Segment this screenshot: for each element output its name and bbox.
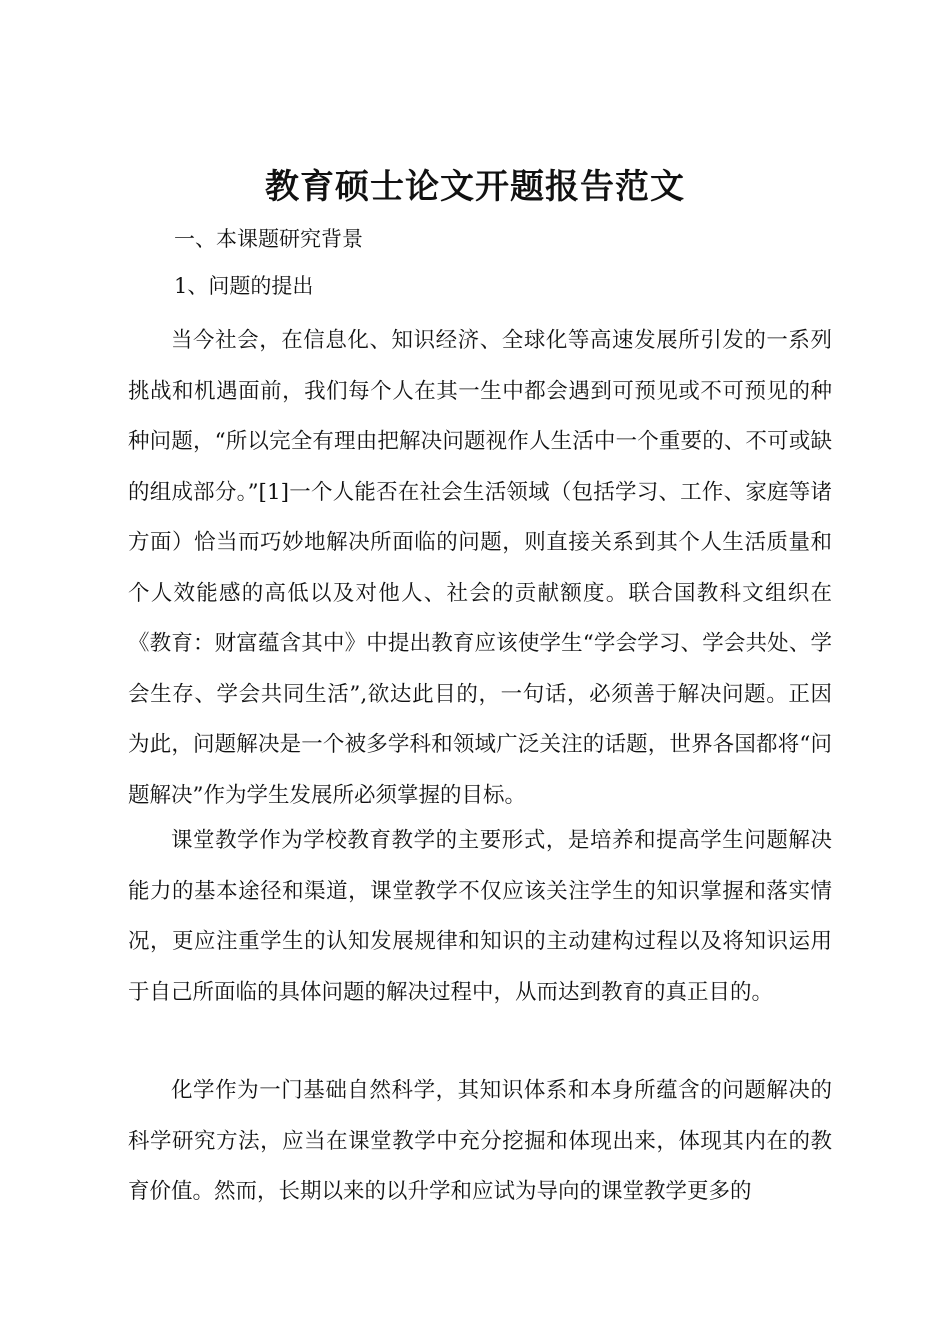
document-title: 教育硕士论文开题报告范文 (265, 167, 685, 207)
paragraph-1: 当今社会，在信息化、知识经济、全球化等高速发展所引发的一系列挑战和机遇面前，我们每个人在其一生中都会遇到可预见或不可预见的种种问题，“所以完全有理由把解决问题视作人生活中一个重要的、不可或缺的组成部分。”[1]一个人能否在社会生活领域（包括学习、工作、家庭等诸方面）恰当而巧妙地解决所面临的问题，则直接关系到其个人生活质量和个人效能感的高低以及对他人、社会的贡献额度。联合国教科文组织在《教育：财富蕴含其中》中提出教育应该使学生“学会学习、学会共处、学会生存、学会共同生活”,欲达此目的，一句话，必须善于解决问题。正因为此，问题解决是一个被多学科和领域广泛关注的话题，世界各国都将“问题解决”作为学生发展所必须掌握的目标。 (128, 328, 832, 808)
section-heading: 一、本课题研究背景 (174, 227, 363, 251)
subsection-heading: 1、问题的提出 (174, 274, 314, 298)
paragraph-2: 课堂教学作为学校教育教学的主要形式，是培养和提高学生问题解决能力的基本途径和渠道，课堂教学不仅应该关注学生的知识掌握和落实情况，更应注重学生的认知发展规律和知识的主动建构过程以及将知识运用于自己所面临的具体问题的解决过程中，从而达到教育的真正目的。 (128, 828, 832, 1005)
paragraph-3: 化学作为一门基础自然科学，其知识体系和本身所蕴含的问题解决的科学研究方法，应当在课堂教学中充分挖掘和体现出来，体现其内在的教育价值。然而，长期以来的以升学和应试为导向的课堂教学更多的 (128, 1078, 832, 1204)
